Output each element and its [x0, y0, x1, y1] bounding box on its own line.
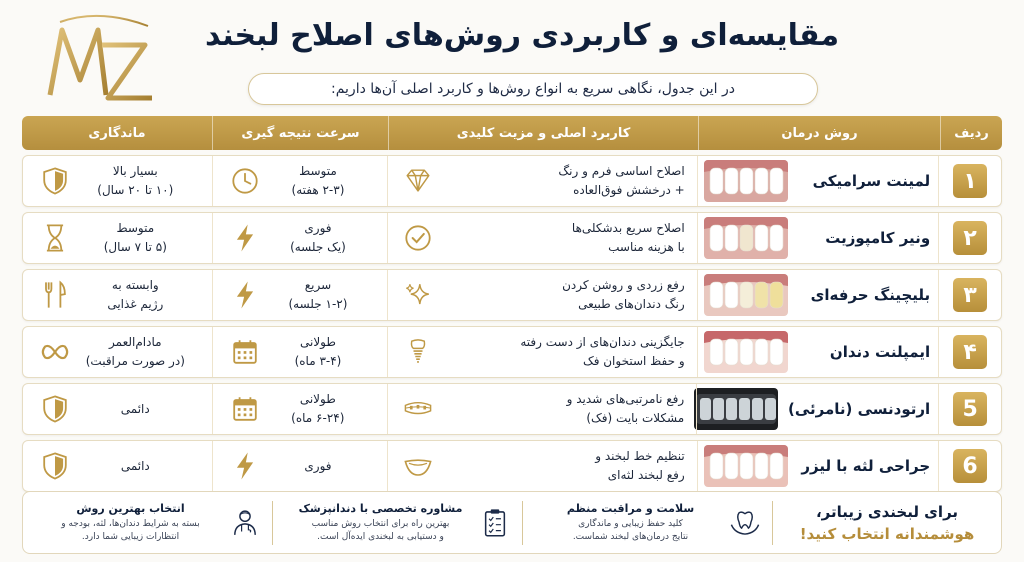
speed-line: طولانی — [299, 335, 336, 349]
use-line: رفع نامرتبی‌های شدید و — [566, 392, 685, 406]
use-line: رفع زردی و روشن کردن — [562, 278, 685, 292]
row-number: ۴ — [953, 335, 987, 369]
treatment-photo — [704, 217, 788, 259]
use-text — [567, 390, 685, 428]
durability-line: (۵ تا ۷ سال) — [103, 240, 167, 254]
durability-line: دائمی — [120, 458, 150, 473]
speed-text — [263, 276, 374, 314]
clipboard-icon — [478, 506, 512, 540]
use-cell — [388, 441, 697, 491]
shield-icon — [37, 448, 73, 484]
treatment-cell — [697, 384, 939, 434]
treatment-name: لمینت سرامیکی — [812, 172, 931, 190]
header-treatment: روش درمان — [698, 116, 940, 150]
speed-cell — [213, 213, 389, 263]
subtitle-text: در این جدول، نگاهی سریع به انواع روش‌ها و کاربرد اصلی آن‌ها داریم: — [331, 81, 735, 97]
durability-cell — [23, 156, 213, 206]
durability-cell — [23, 384, 213, 434]
braces-icon — [400, 391, 436, 427]
durability-text — [73, 162, 198, 200]
treatment-cell — [698, 441, 939, 491]
footer-bar — [22, 491, 1002, 554]
table-row — [22, 326, 1002, 378]
speed-cell — [213, 156, 389, 206]
treatment-cell — [698, 156, 939, 206]
use-line: جایگزینی دندان‌های از دست رفته — [520, 335, 685, 349]
footer-items — [23, 501, 773, 545]
shield-icon — [37, 391, 73, 427]
smile-icon — [400, 448, 436, 484]
implant-icon — [400, 334, 436, 370]
hourglass-icon — [37, 220, 73, 256]
footer-item-desc: انتظارات زیبایی شما دارد. — [81, 531, 180, 542]
use-cell — [388, 213, 697, 263]
speed-cell — [213, 384, 389, 434]
treatment-name: بلیچینگ حرفه‌ای — [810, 286, 931, 304]
treatment-cell — [698, 213, 939, 263]
row-number: 5 — [953, 392, 987, 426]
durability-text — [73, 276, 198, 314]
durability-text — [73, 400, 198, 419]
footer-item-desc: نتایج درمان‌های لبخند شماست. — [572, 531, 689, 542]
use-cell — [388, 384, 697, 434]
speed-text — [263, 457, 374, 476]
speed-line: (۱-۲ جلسه) — [288, 297, 348, 311]
header-num: ردیف — [940, 116, 1002, 150]
num-cell — [939, 156, 1001, 206]
use-line: مشکلات بایت (فک) — [586, 411, 685, 425]
footer-item-desc: کلید حفظ زیبایی و ماندگاری — [578, 518, 683, 529]
footer-item-text — [533, 502, 728, 544]
table-body — [22, 155, 1002, 492]
use-line: تنظیم خط لبخند و — [595, 449, 685, 463]
row-number: 6 — [953, 449, 987, 483]
footer-item-text — [283, 502, 478, 544]
calendar-icon — [227, 391, 263, 427]
row-number: ۲ — [953, 221, 987, 255]
num-cell — [939, 327, 1001, 377]
speed-text — [263, 333, 374, 371]
footer-item-title: مشاوره تخصصی با دندانپزشک — [298, 501, 463, 515]
table-row — [22, 155, 1002, 207]
treatment-cell — [698, 270, 939, 320]
speed-line: (۲-۳ هفته) — [291, 183, 345, 197]
speed-line: (۶-۲۴ ماه) — [291, 411, 345, 425]
durability-line: مادام‌العمر — [109, 335, 162, 349]
treatment-photo — [704, 274, 788, 316]
durability-cell — [23, 213, 213, 263]
durability-line: دائمی — [120, 401, 150, 416]
speed-cell — [213, 270, 389, 320]
diamond-icon — [400, 163, 436, 199]
use-text — [562, 276, 685, 314]
table-row — [22, 440, 1002, 492]
treatment-cell — [698, 327, 939, 377]
shield-icon — [37, 163, 73, 199]
footer-item-desc: و دستیابی به لبخندی ایده‌آل است. — [317, 531, 444, 542]
use-cell — [388, 270, 697, 320]
footer-item-desc: بهترین راه برای انتخاب روش مناسب — [311, 518, 450, 529]
footer-item-title: سلامت و مراقبت منظم — [566, 501, 695, 515]
use-line: رفع لبخند لثه‌ای — [607, 468, 685, 482]
header-speed: سرعت نتیجه گیری — [212, 116, 388, 150]
use-line: + درخشش فوق‌العاده — [573, 183, 685, 197]
speed-cell — [213, 441, 389, 491]
speed-cell — [213, 327, 389, 377]
speed-text — [263, 219, 374, 257]
lightning-icon — [227, 220, 263, 256]
use-text — [520, 333, 684, 371]
footer-slogan — [773, 501, 1001, 545]
check-circle-icon — [400, 220, 436, 256]
slogan-line-2: هوشمندانه انتخاب کنید! — [799, 524, 975, 543]
durability-text — [73, 219, 198, 257]
table-header — [22, 116, 1002, 150]
slogan-line-1: برای لبخندی زیباتر، — [815, 502, 959, 521]
durability-text — [73, 333, 198, 371]
durability-line: متوسط — [116, 221, 155, 235]
mz-logo — [40, 10, 160, 110]
speed-line: فوری — [304, 458, 332, 473]
speed-line: طولانی — [299, 392, 336, 406]
header-use: کاربرد اصلی و مزیت کلیدی — [388, 116, 698, 150]
durability-line: (۱۰ تا ۲۰ سال) — [97, 183, 174, 197]
tooth-hands-icon — [728, 506, 762, 540]
footer-item — [523, 501, 773, 545]
num-cell — [939, 213, 1001, 263]
durability-line: (در صورت مراقبت) — [85, 354, 185, 368]
sparkle-icon — [400, 277, 436, 313]
treatment-photo — [704, 331, 788, 373]
row-number: ۳ — [953, 278, 987, 312]
use-text — [572, 219, 685, 257]
speed-line: سریع — [304, 278, 332, 292]
use-cell — [388, 327, 697, 377]
durability-line: رژیم غذایی — [107, 297, 164, 311]
footer-item — [23, 501, 273, 545]
footer-item-desc: بسته به شرایط دندان‌ها، لثه، بودجه و — [61, 518, 200, 529]
use-line: و حفظ استخوان فک — [582, 354, 685, 368]
calendar-icon — [227, 334, 263, 370]
row-number: ۱ — [953, 164, 987, 198]
subtitle — [248, 73, 818, 105]
footer-item — [273, 501, 523, 545]
treatment-photo — [704, 445, 788, 487]
durability-cell — [23, 270, 213, 320]
durability-line: وابسته به — [111, 278, 159, 292]
treatment-name: ونیر کامپوزیت — [825, 229, 931, 247]
durability-line: بسیار بالا — [112, 164, 158, 178]
clock-icon — [227, 163, 263, 199]
durability-cell — [23, 327, 213, 377]
use-line: اصلاح اساسی فرم و رنگ — [558, 164, 685, 178]
durability-cell — [23, 441, 213, 491]
table-row — [22, 269, 1002, 321]
durability-text — [73, 457, 198, 476]
use-text — [595, 447, 684, 485]
use-line: با هزینه مناسب — [608, 240, 685, 254]
page-title: مقایسه‌ای و کاربردی روش‌های اصلاح لبخند — [204, 18, 840, 53]
speed-line: (یک جلسه) — [290, 240, 346, 254]
speed-line: (۳-۴ ماه) — [294, 354, 342, 368]
footer-item-title: انتخاب بهترین روش — [76, 501, 185, 515]
use-line: اصلاح سریع بدشکلی‌ها — [571, 221, 685, 235]
treatment-name: جراحی لثه با لیزر — [801, 457, 931, 475]
use-text — [558, 162, 684, 200]
use-cell — [388, 156, 697, 206]
speed-text — [263, 162, 374, 200]
lightning-icon — [227, 277, 263, 313]
treatment-name: ایمپلنت دندان — [829, 343, 931, 361]
comparison-table — [22, 116, 1002, 492]
footer-item-text — [33, 502, 228, 544]
treatment-name: ارتودنسی (نامرئی) — [787, 400, 931, 418]
dentist-icon — [228, 506, 262, 540]
infinity-icon — [37, 334, 73, 370]
num-cell — [939, 384, 1001, 434]
speed-text — [263, 390, 374, 428]
header-durability: ماندگاری — [88, 125, 146, 141]
treatment-photo — [694, 388, 778, 430]
num-cell — [939, 441, 1001, 491]
fork-knife-icon — [37, 277, 73, 313]
lightning-icon — [227, 448, 263, 484]
treatment-photo — [704, 160, 788, 202]
use-line: رنگ دندان‌های طبیعی — [578, 297, 685, 311]
table-row — [22, 383, 1002, 435]
speed-line: متوسط — [299, 164, 337, 178]
speed-line: فوری — [304, 221, 332, 235]
table-row — [22, 212, 1002, 264]
num-cell — [939, 270, 1001, 320]
